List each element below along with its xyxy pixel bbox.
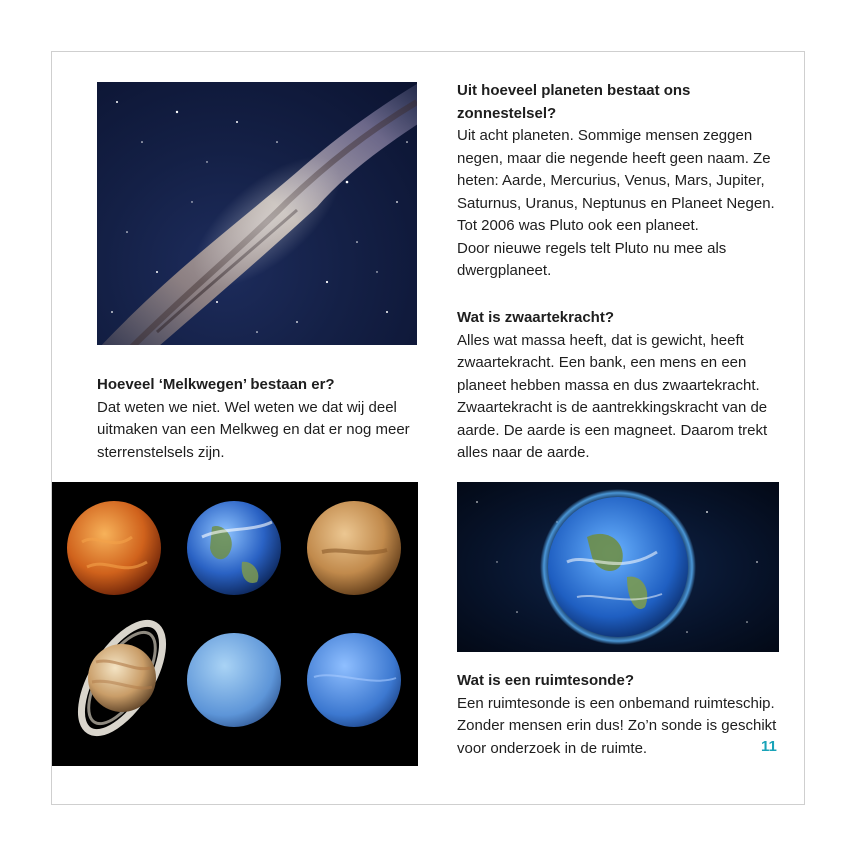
- earth-photo: [457, 482, 779, 652]
- probe-question: Wat is een ruimtesonde?: [457, 672, 634, 689]
- planets-line: Door nieuwe regels telt Pluto nu mee als: [457, 239, 727, 257]
- probe-section: [457, 670, 787, 760]
- milkyways-line: uitmaken van een Melkweg en dat er nog meer: [97, 421, 410, 438]
- page-number: 11: [761, 738, 777, 755]
- planets-line: negen, maar die negende heeft geen naam. Ze: [457, 149, 771, 167]
- mars-planet: [307, 501, 401, 595]
- earth-planet: [187, 501, 281, 595]
- uranus-planet: [187, 633, 281, 727]
- gravity-line: aarde. De aarde is een magneet. Daarom trekt: [457, 421, 768, 439]
- milky-way-illustration: [97, 82, 417, 345]
- gravity-line: Alles wat massa heeft, dat is gewicht, heeft: [457, 331, 744, 349]
- planets-line: dwergplaneet.: [457, 262, 552, 279]
- gravity-line: planeet hebben massa en dus zwaartekracht.: [457, 376, 760, 394]
- probe-line: Zonder mensen erin dus! Zo’n sonde is geschikt: [457, 717, 777, 734]
- gravity-line: Zwaartekracht is de aantrekkingskracht van de: [457, 399, 768, 416]
- planets-line: Tot 2006 was Pluto ook een planeet.: [457, 217, 699, 234]
- probe-line: voor onderzoek in de ruimte.: [457, 739, 648, 757]
- gravity-section: [457, 307, 787, 465]
- planets-line: Uit acht planeten. Sommige mensen zeggen: [457, 127, 753, 144]
- planets-question-line: zonnestelsel?: [457, 104, 557, 122]
- gravity-line: zwaartekracht. Een bank, een mens en een: [457, 354, 747, 371]
- gravity-line: alles naar de aarde.: [457, 444, 590, 461]
- planets-line: heten: Aarde, Mercurius, Venus, Mars, Jupiter,: [457, 172, 765, 189]
- venus-planet: [67, 501, 161, 595]
- milkyways-line: Dat weten we niet. Wel weten we dat wij deel: [97, 398, 397, 416]
- probe-line: Een ruimtesonde is een onbemand ruimteschip.: [457, 694, 775, 712]
- book-page: [51, 51, 805, 805]
- milkyways-question: Hoeveel ‘Melkwegen’ bestaan er?: [97, 376, 335, 393]
- saturn-planet: [65, 611, 178, 746]
- planets-line: Saturnus, Uranus, Neptunus en Planeet Negen.: [457, 194, 775, 212]
- earth-illustration: [457, 482, 779, 652]
- milkyways-section: [97, 374, 427, 464]
- gravity-question: Wat is zwaartekracht?: [457, 309, 614, 326]
- planets-photo: [52, 482, 418, 766]
- planets-question-line: Uit hoeveel planeten bestaat ons: [457, 82, 691, 99]
- milky-way-photo: [97, 82, 417, 345]
- planets-illustration: [52, 482, 418, 766]
- milkyways-line: sterrenstelsels zijn.: [97, 443, 225, 461]
- planets-section: [457, 80, 787, 283]
